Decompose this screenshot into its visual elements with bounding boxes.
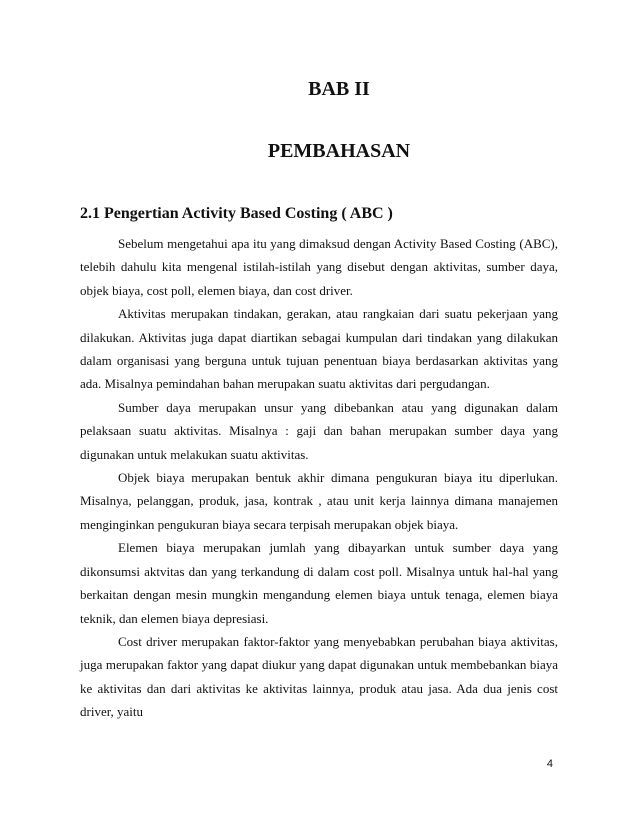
paragraph-sumber-daya: Sumber daya merupakan unsur yang dibebankan atau yang digunakan dalam pelaksaan suatu aktivitas. Misalnya : gaji dan bahan merupakan sumber daya yang digunakan untuk melakukan suatu aktivitas.: [80, 399, 558, 462]
paragraph-objek-biaya: Objek biaya merupakan bentuk akhir dimana pengukuran biaya itu diperlukan. Misalnya, pelanggan, produk, jasa, kontrak , atau unit kerja lainnya dimana manajemen menginginkan pengukuran biaya secara terpisah merupakan objek biaya.: [80, 470, 558, 532]
chapter-heading: BAB II: [308, 78, 370, 100]
paragraph-aktivitas: Aktivitas merupakan tindakan, gerakan, atau rangkaian dari suatu pekerjaan yang dilakukan. Aktivitas juga dapat diartikan sebagai kumpulan dari tindakan yang dilakukan dalam organisasi yang berguna untuk tujuan penentuan biaya berdasarkan aktivitas yang ada. Misalnya pemindahan bahan merupakan suatu aktivitas dari pergudangan.: [80, 306, 558, 392]
body-text: [80, 232, 558, 724]
page-number: 4: [546, 758, 553, 770]
paragraph-definitions: Sebelum mengetahui apa itu yang dimaksud dengan Activity Based Costing (ABC), telebih dahulu kita mengenal istilah-istilah yang disebut dengan aktivitas, sumber daya, objek biaya, cost poll, elemen biaya, dan cost driver.: [80, 236, 558, 298]
paragraph-cost-driver: Cost driver merupakan faktor-faktor yang menyebabkan perubahan biaya aktivitas, juga merupakan faktor yang dapat diukur yang dapat digunakan untuk membebankan biaya ke aktivitas dan dari aktivitas ke aktivitas lainnya, produk atau jasa. Ada dua jenis cost driver, yaitu: [80, 633, 558, 720]
chapter-title: PEMBAHASAN: [267, 140, 411, 162]
section-heading: 2.1 Pengertian Activity Based Costing ( ABC ): [80, 205, 393, 222]
paragraph-elemen-biaya: Elemen biaya merupakan jumlah yang dibayarkan untuk sumber daya yang dikonsumsi aktvitas dan yang terkandung di dalam cost poll. Misalnya untuk hal-hal yang berkaitan dengan mesin mungkin mengandung elemen biaya untuk tenaga, elemen biaya teknik, dan elemen biaya depresiasi.: [80, 540, 558, 626]
